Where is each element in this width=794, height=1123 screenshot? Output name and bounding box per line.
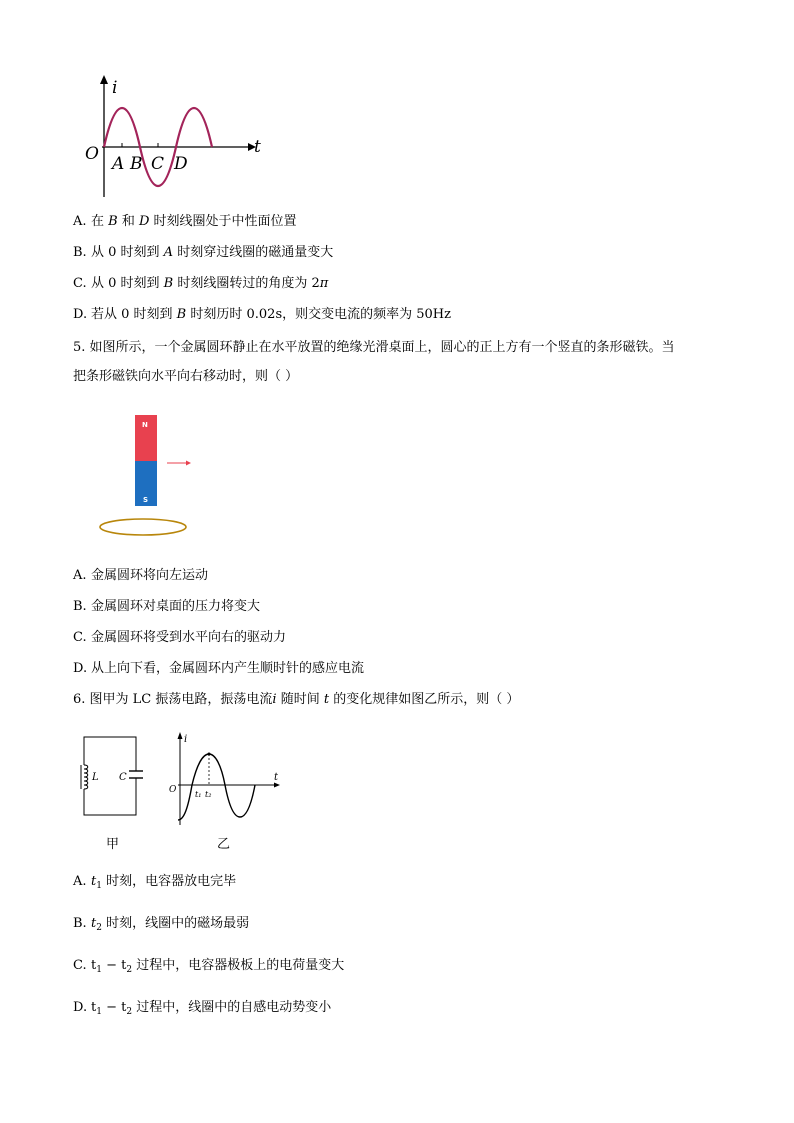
label-c: C bbox=[119, 772, 127, 783]
option-var: t bbox=[91, 916, 97, 931]
option-text: 若从 0 时刻到 bbox=[91, 307, 177, 322]
label-t: t bbox=[274, 772, 279, 783]
stem-text: 的变化规律如图乙所示，则（ ） bbox=[329, 692, 520, 707]
option-var: B bbox=[176, 307, 187, 322]
q6-stem bbox=[73, 692, 519, 708]
caption-jia: 甲 bbox=[106, 837, 120, 852]
q6-option-b bbox=[73, 916, 249, 936]
option-letter: A. bbox=[73, 214, 87, 229]
label-c: C bbox=[151, 154, 165, 174]
option-text: 和 bbox=[117, 214, 139, 229]
option-text: 过程中，电容器极板上的电荷量变大 bbox=[132, 958, 345, 973]
q5-option-d bbox=[73, 661, 364, 677]
q6-option-a bbox=[73, 874, 236, 894]
label-t: t bbox=[254, 137, 261, 157]
q5-stem bbox=[73, 340, 733, 385]
label-t1: t₁ bbox=[195, 790, 202, 799]
label-d: D bbox=[174, 154, 188, 174]
figure-magnet-ring bbox=[95, 415, 205, 545]
option-text: 从 0 时刻到 bbox=[91, 245, 164, 260]
option-var: t bbox=[91, 874, 97, 889]
option-text: 在 bbox=[91, 214, 109, 229]
inductor-coil bbox=[84, 765, 88, 789]
option-sub: 1 bbox=[96, 1007, 102, 1017]
option-var: A bbox=[163, 245, 174, 260]
q4-option-b bbox=[73, 245, 333, 261]
option-letter: A. bbox=[73, 874, 87, 889]
option-letter: B. bbox=[73, 245, 87, 260]
magnet-n-label: N bbox=[142, 421, 148, 429]
option-text: 过程中，线圈中的自感电动势变小 bbox=[132, 1000, 332, 1015]
q4-option-d bbox=[73, 307, 451, 323]
option-var: π bbox=[319, 276, 329, 291]
option-letter: C. bbox=[73, 630, 87, 645]
option-sub: 1 bbox=[96, 965, 102, 975]
label-a: A bbox=[112, 154, 125, 174]
figure-sine-current bbox=[80, 75, 270, 205]
option-letter: A. bbox=[73, 568, 87, 583]
option-text: 从 0 时刻到 bbox=[91, 276, 164, 291]
option-var: t bbox=[91, 958, 97, 973]
option-sub: 1 bbox=[96, 881, 102, 891]
option-var: B bbox=[163, 276, 174, 291]
figure-lc-current bbox=[170, 730, 290, 830]
move-arrow-head bbox=[186, 461, 191, 466]
option-var: t bbox=[121, 958, 127, 973]
option-dash: − bbox=[101, 958, 122, 973]
q5-option-b bbox=[73, 599, 260, 615]
option-text: 时刻，电容器放电完毕 bbox=[101, 874, 237, 889]
stem-text: 6. 图甲为 LC 振荡电路，振荡电流 bbox=[73, 692, 273, 707]
label-origin: O bbox=[169, 785, 177, 795]
option-var: D bbox=[138, 214, 150, 229]
current-curve bbox=[178, 754, 255, 820]
q5-option-c bbox=[73, 630, 286, 646]
option-sub: 2 bbox=[126, 965, 133, 975]
option-letter: B. bbox=[73, 916, 87, 931]
stem-var-t: t bbox=[323, 692, 330, 707]
option-var: t bbox=[91, 1000, 97, 1015]
option-text: 金属圆环对桌面的压力将变大 bbox=[91, 599, 261, 614]
label-origin: O bbox=[85, 144, 99, 164]
q5-option-a bbox=[73, 568, 208, 584]
option-text: 时刻线圈处于中性面位置 bbox=[149, 214, 297, 229]
label-l: L bbox=[92, 772, 99, 783]
option-letter: D. bbox=[73, 307, 88, 322]
option-var: B bbox=[108, 214, 118, 229]
stem-var-i: i bbox=[272, 692, 277, 707]
q4-option-a bbox=[73, 214, 297, 230]
label-t2: t₂ bbox=[205, 790, 212, 799]
option-text: 金属圆环将受到水平向右的驱动力 bbox=[91, 630, 287, 645]
option-letter: B. bbox=[73, 599, 87, 614]
option-sub: 2 bbox=[126, 1007, 133, 1017]
option-letter: D. bbox=[73, 661, 88, 676]
figure-lc-circuit bbox=[80, 735, 170, 820]
q4-option-c bbox=[73, 276, 328, 292]
label-b: B bbox=[130, 154, 143, 174]
option-text: 时刻历时 0.02s，则交变电流的频率为 50Hz bbox=[186, 307, 451, 322]
i-axis-arrow bbox=[100, 75, 108, 84]
q6-option-d bbox=[73, 1000, 331, 1020]
stem-text: 随时间 bbox=[276, 692, 324, 707]
option-text: 时刻线圈转过的角度为 2 bbox=[173, 276, 320, 291]
q6-option-c bbox=[73, 958, 344, 978]
option-dash: − bbox=[101, 1000, 122, 1015]
option-text: 时刻，线圈中的磁场最弱 bbox=[101, 916, 250, 931]
q5-stem-line-2: 把条形磁铁向水平向右移动时，则（ ） bbox=[73, 369, 299, 384]
option-letter: D. bbox=[73, 1000, 88, 1015]
i-axis-arrow bbox=[178, 732, 183, 739]
option-letter: C. bbox=[73, 958, 87, 973]
option-sub: 2 bbox=[96, 923, 102, 933]
metal-ring bbox=[100, 519, 186, 535]
label-i: i bbox=[184, 734, 188, 745]
t-axis-arrow bbox=[274, 783, 280, 788]
q5-stem-line-1: 5. 如图所示，一个金属圆环静止在水平放置的绝缘光滑桌面上，圆心的正上方有一个竖直的条形磁铁。当 bbox=[73, 340, 675, 355]
option-var: t bbox=[121, 1000, 127, 1015]
option-text: 时刻穿过线圈的磁通量变大 bbox=[173, 245, 334, 260]
option-letter: C. bbox=[73, 276, 87, 291]
label-i: i bbox=[112, 78, 118, 98]
option-text: 金属圆环将向左运动 bbox=[91, 568, 209, 583]
option-text: 从上向下看，金属圆环内产生顺时针的感应电流 bbox=[91, 661, 365, 676]
caption-yi: 乙 bbox=[217, 837, 231, 852]
magnet-s-label: S bbox=[143, 496, 149, 504]
